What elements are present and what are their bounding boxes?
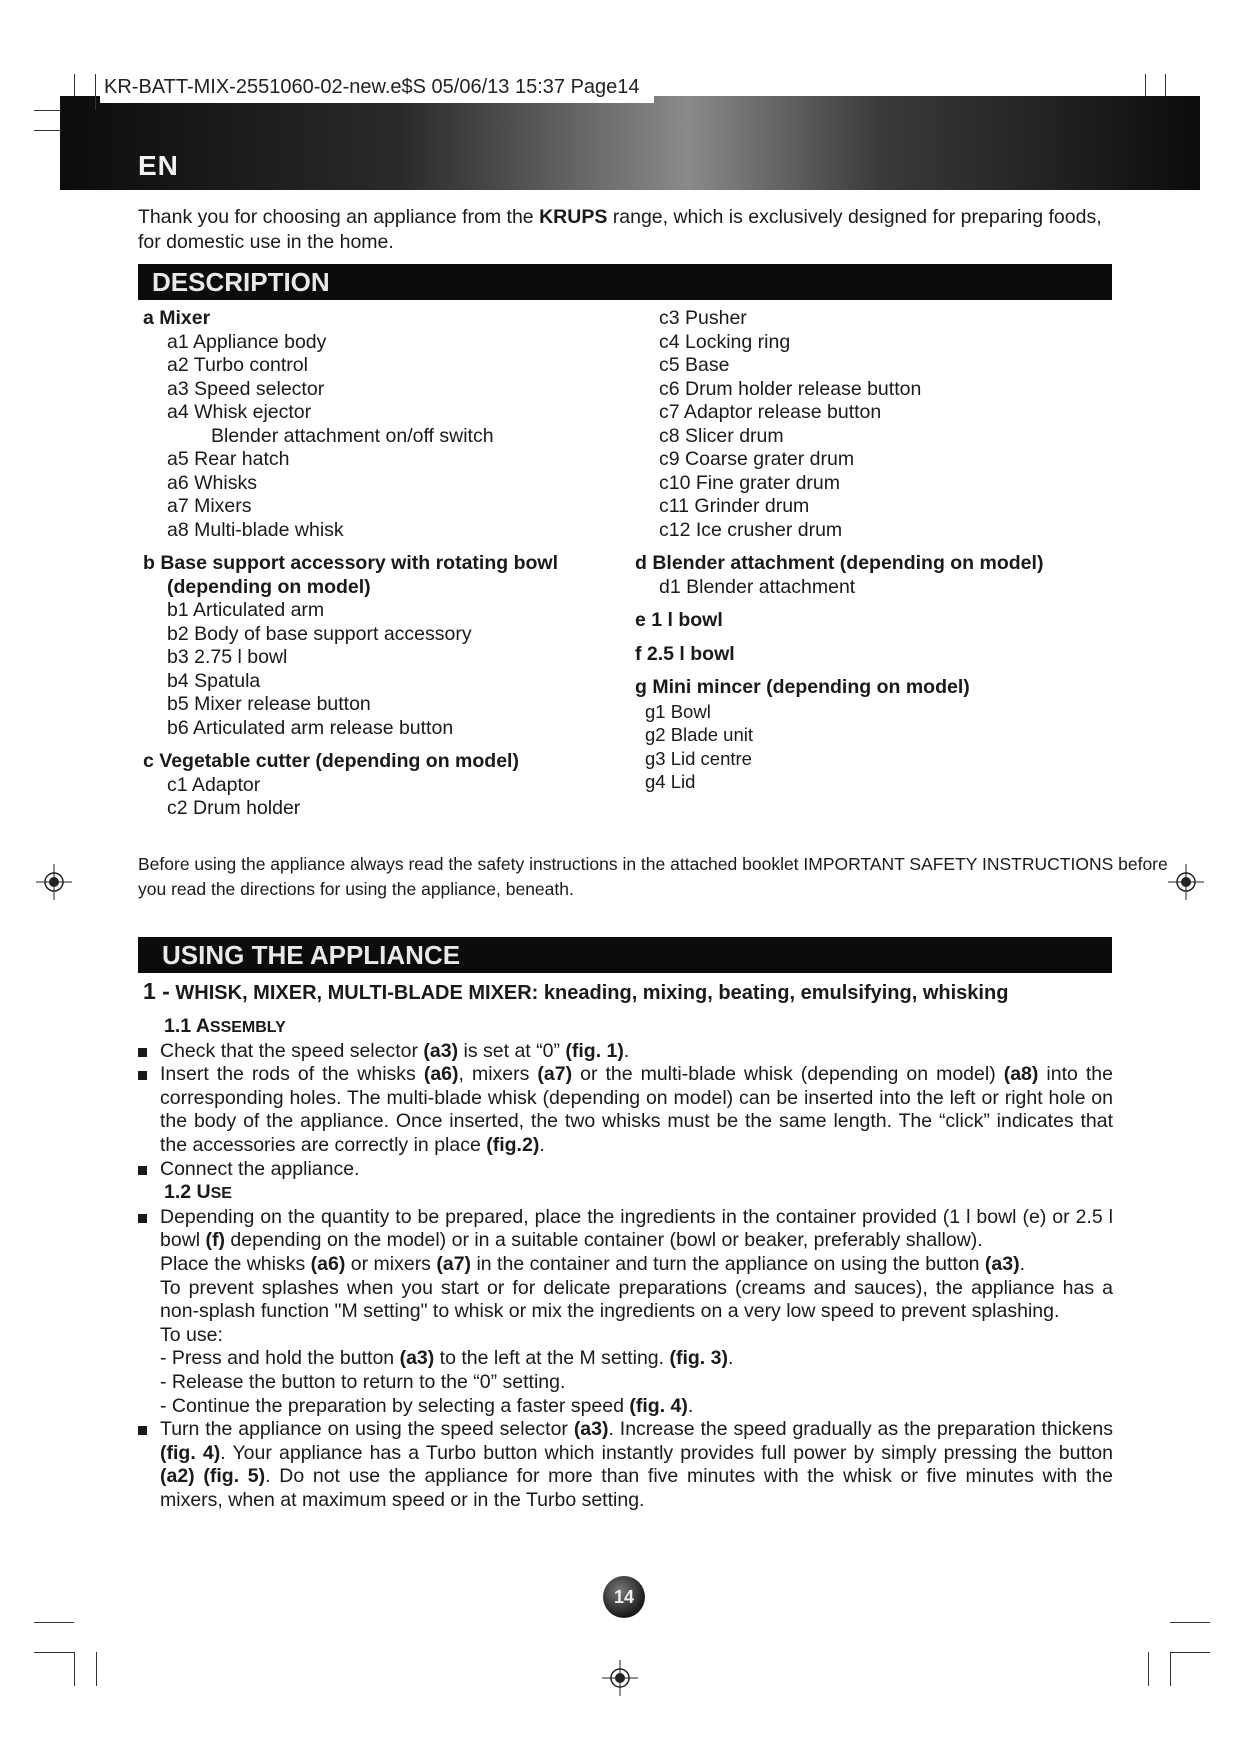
part-b-heading-cont: (depending on model)	[167, 575, 371, 598]
page-number-badge: 14	[603, 1576, 645, 1618]
crop-mark	[34, 1652, 74, 1653]
part-a-heading: a Mixer	[143, 307, 211, 329]
list-item: g1 Bowl	[645, 700, 711, 722]
section-1-heading: 1 - WHISK, MIXER, MULTI-BLADE MIXER: kneading, mixing, beating, emulsifying, whisking	[143, 978, 1009, 1004]
list-item: a4 Whisk ejector	[167, 401, 312, 423]
list-item: a8 Multi-blade whisk	[167, 518, 344, 541]
using-section-title: USING THE APPLIANCE	[138, 937, 1112, 973]
list-item: g2 Blade unit	[645, 724, 754, 745]
registration-mark-icon	[602, 1660, 638, 1696]
registration-mark-icon	[1168, 864, 1204, 900]
print-slug: KR-BATT-MIX-2551060-02-new.e$S 05/06/13 15:37 Page14	[100, 74, 654, 103]
list-item: c11 Grinder drum	[659, 495, 810, 517]
list-item: g4 Lid	[645, 771, 696, 792]
part-d-heading: d Blender attachment (depending on model)	[635, 552, 1044, 574]
part-c-heading: c Vegetable cutter (depending on model)	[143, 750, 519, 772]
list-item: a6 Whisks	[167, 471, 257, 494]
list-item: a7 Mixers	[167, 495, 252, 517]
intro-paragraph: Thank you for choosing an appliance from the KRUPS range, which is exclusively designed for preparing foods, for domestic use in the home.	[138, 206, 1102, 253]
description-left-column	[143, 307, 633, 821]
instructions-body	[138, 1015, 1113, 1512]
list-item: b3 2.75 l bowl	[167, 646, 288, 668]
list-item: c3 Pusher	[659, 307, 747, 329]
list-item: a3 Speed selector	[167, 377, 325, 400]
list-item: b4 Spatula	[167, 669, 261, 692]
crop-mark	[1170, 1652, 1171, 1686]
list-item: c5 Base	[659, 354, 730, 376]
slug-divider	[95, 74, 96, 110]
subsection-assembly-heading: 1.1 ASSEMBLY	[164, 1015, 286, 1037]
subsection-use-heading: 1.2 USE	[164, 1181, 232, 1204]
list-item: Insert the rods of the whisks (a6), mixers (a7) or the multi-blade whisk (depending on model) (a8) into the corresponding holes. The multi-blade whisk (depending on model) can be inserted into the left or right hole on the body of the appliance. Once inserted, the two whisks must be the same length. The “click” indicates that the accessories are correctly in place (fig.2).	[138, 1063, 1113, 1157]
list-item: c1 Adaptor	[167, 773, 261, 796]
list-item: c9 Coarse grater drum	[659, 448, 855, 470]
safety-note: Before using the appliance always read the safety instructions in the attached booklet IMPORTANT SAFETY INSTRUCTIONS before you read the directions for using the appliance, beneath.	[138, 854, 1168, 899]
part-e-heading: e 1 l bowl	[635, 609, 723, 631]
part-g-heading: g Mini mincer (depending on model)	[635, 676, 970, 698]
part-b-heading: b Base support accessory with rotating bowl	[143, 552, 558, 574]
list-item: b5 Mixer release button	[167, 693, 371, 715]
crop-mark	[1148, 1652, 1149, 1686]
crop-mark	[1170, 1652, 1210, 1653]
list-item: c4 Locking ring	[659, 330, 791, 353]
list-item: c12 Ice crusher drum	[659, 518, 843, 541]
list-item: Depending on the quantity to be prepared, place the ingredients in the container provided (1 l bowl (e) or 2.5 l bowl (f) depending on the model) or in a suitable container (bowl or beaker, preferably shallow). Place the whisks (a6) or mixers (a7) in the container and turn the appliance on using the button (a3). To prevent splashes when you start or for delicate preparations (creams and sauces), the appliance has a non-splash function "M setting" to whisk or mix the ingredients on a very low speed to prevent splashing. To use: - Press and hold the button (a3) to the left at the M setting. (fig. 3). - Release the button to return to the “0” setting. - Continue the preparation by selecting a faster speed (fig. 4).	[138, 1206, 1113, 1418]
part-f-heading: f 2.5 l bowl	[635, 642, 735, 665]
list-item: c6 Drum holder release button	[659, 377, 922, 400]
crop-mark	[96, 1652, 97, 1686]
list-item: Turn the appliance on using the speed selector (a3). Increase the speed gradually as the preparation thickens (fig. 4). Your appliance has a Turbo button which instantly provides full power by simply pressing the button (a2) (fig. 5). Do not use the appliance for more than five minutes with the whisk or five minutes with the mixers, when at maximum speed or in the Turbo setting.	[138, 1418, 1113, 1512]
language-label: EN	[138, 150, 179, 181]
list-item: c8 Slicer drum	[659, 424, 784, 447]
list-item: b6 Articulated arm release button	[167, 716, 454, 739]
list-item: a1 Appliance body	[167, 330, 327, 353]
crop-mark	[34, 1622, 74, 1623]
header-bar	[60, 96, 1200, 190]
list-item: c10 Fine grater drum	[659, 471, 840, 494]
list-item: c7 Adaptor release button	[659, 401, 882, 423]
list-item: c2 Drum holder	[167, 797, 301, 819]
list-item: d1 Blender attachment	[659, 575, 856, 598]
list-item: Connect the appliance.	[138, 1158, 1113, 1182]
list-item: Check that the speed selector (a3) is set at “0” (fig. 1).	[138, 1040, 1113, 1064]
crop-mark	[74, 1652, 75, 1686]
description-right-column	[635, 307, 1115, 794]
list-item-continuation: Blender attachment on/off switch	[211, 424, 494, 447]
list-item: a5 Rear hatch	[167, 448, 290, 470]
list-item: b2 Body of base support accessory	[167, 622, 472, 645]
list-item: a2 Turbo control	[167, 354, 308, 376]
registration-mark-icon	[36, 864, 72, 900]
list-item: b1 Articulated arm	[167, 599, 325, 621]
crop-mark	[1170, 1622, 1210, 1623]
list-item: g3 Lid centre	[645, 747, 752, 769]
description-section-title: DESCRIPTION	[138, 264, 1112, 300]
